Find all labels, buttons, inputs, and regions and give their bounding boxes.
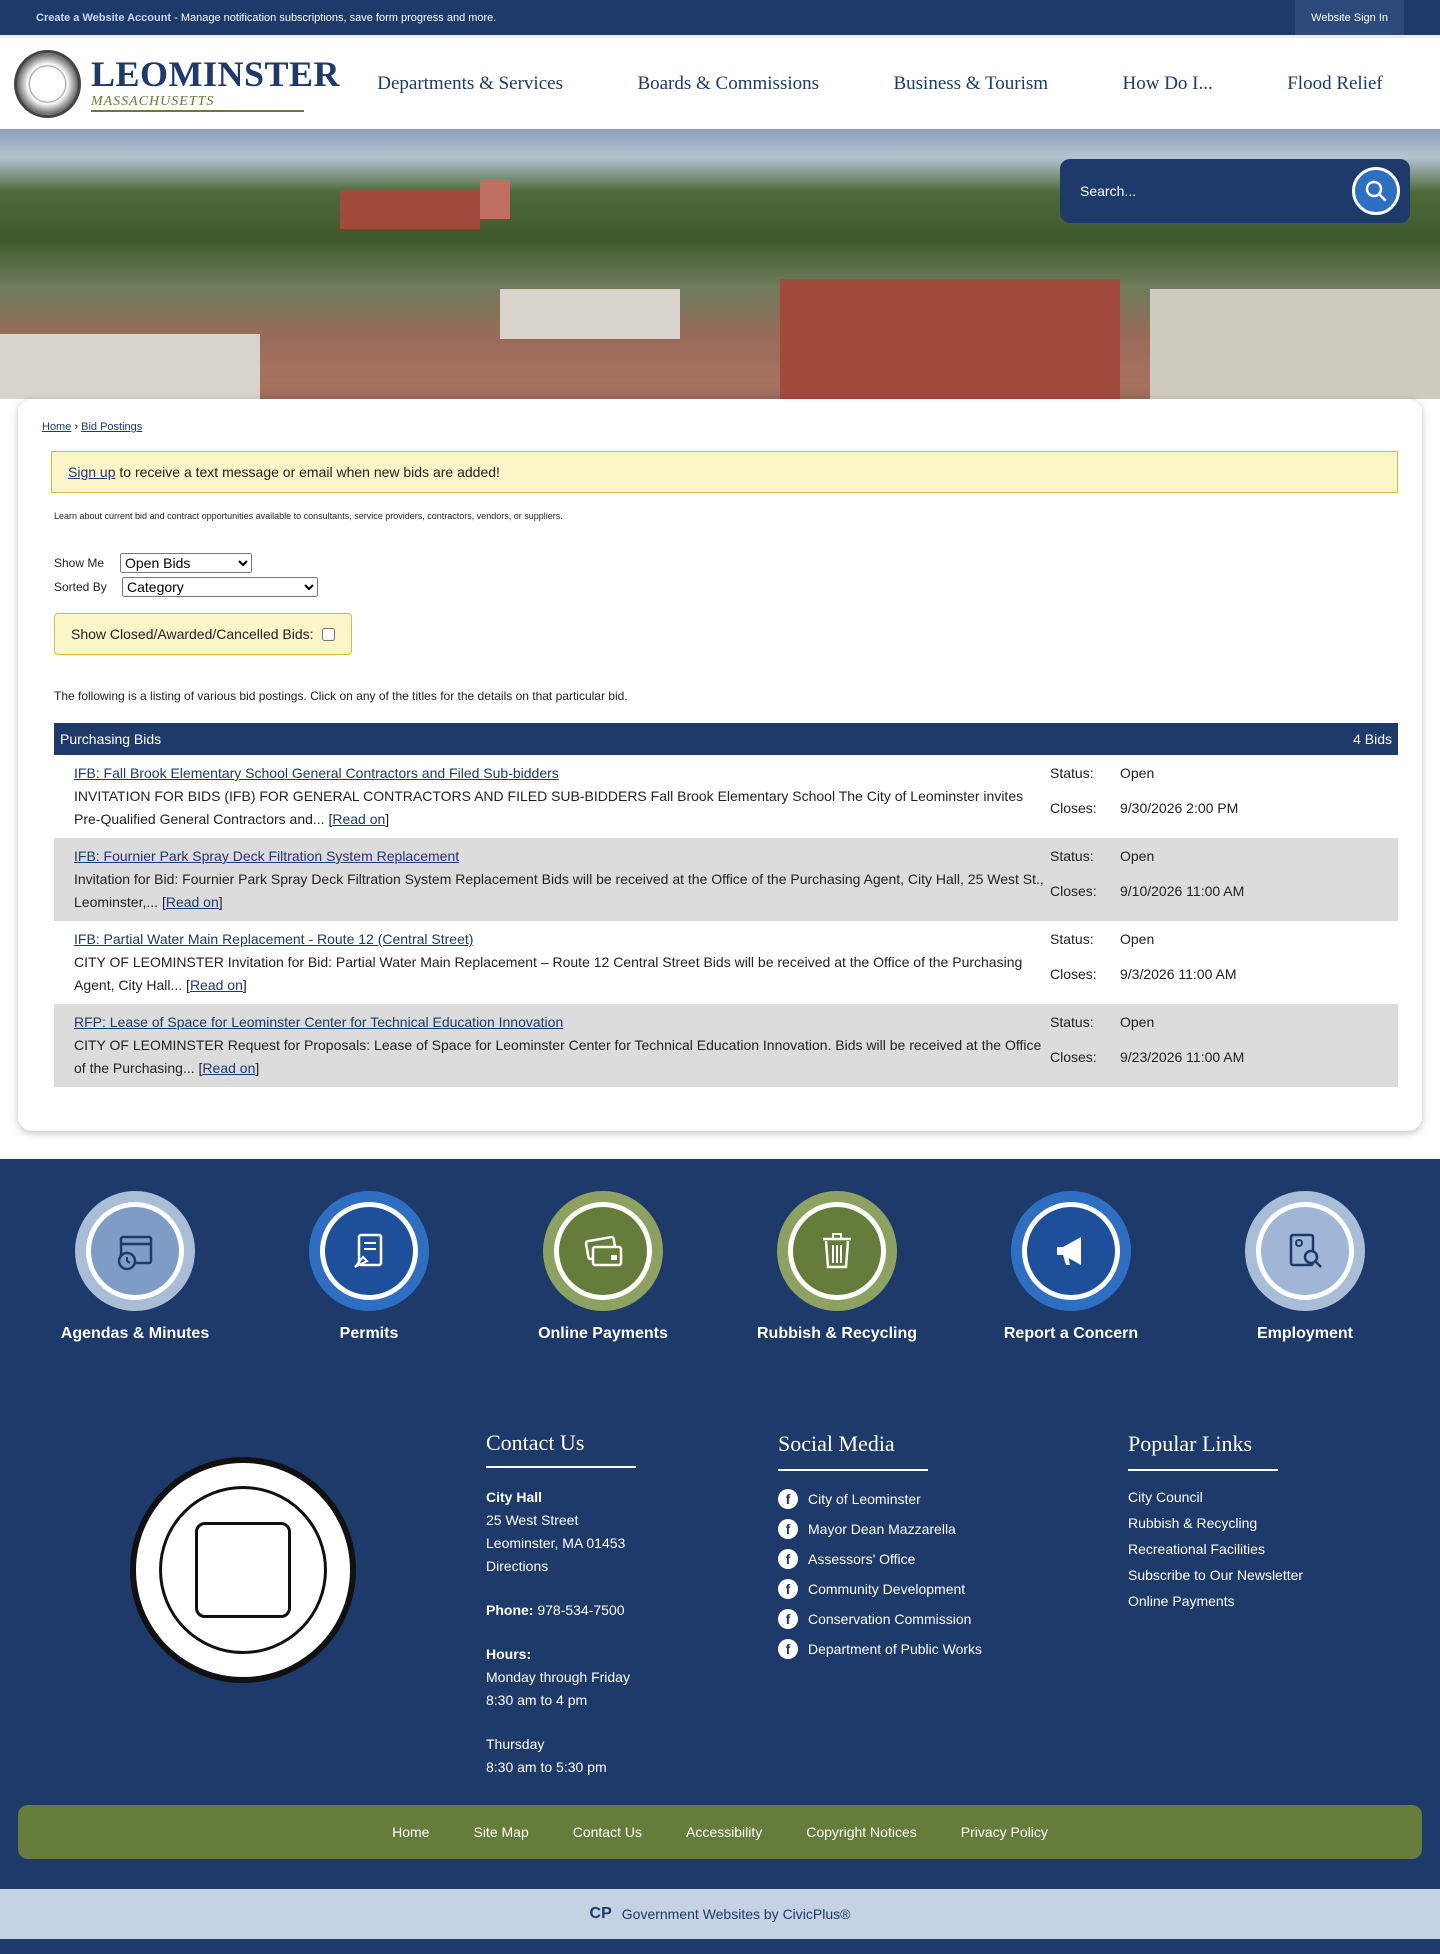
bid-title-link[interactable]: IFB: Fall Brook Elementary School General Contractors and Filed Sub-bidders xyxy=(74,765,559,781)
footer-navigation xyxy=(0,1805,1440,1889)
popular-link[interactable]: Recreational Facilities xyxy=(1128,1541,1265,1557)
listing-note: The following is a listing of various bid postings. Click on any of the titles for the details on that particular bid. xyxy=(54,689,628,703)
bid-closes-value: 9/30/2026 2:00 PM xyxy=(1120,799,1239,816)
bid-row xyxy=(54,755,1398,838)
bid-description: INVITATION FOR BIDS (IFB) FOR GENERAL CONTRACTORS AND FILED SUB-BIDDERS Fall Brook Elementary School The City of Leominster invites Pre-Qualified General Contractors and... [Read on] xyxy=(74,788,1024,827)
bid-row xyxy=(54,1004,1398,1087)
bid-description: CITY OF LEOMINSTER Invitation for Bid: Partial Water Main Replacement – Route 12 Central Street Bids will be received at the Office of the Purchasing Agent, City Hall... [Read on] xyxy=(74,954,1023,993)
bid-closes-label: Closes: xyxy=(1050,1048,1097,1065)
social-link[interactable] xyxy=(778,1609,1128,1629)
read-on-link[interactable]: Read on xyxy=(165,894,219,910)
popular-link[interactable]: City Council xyxy=(1128,1489,1203,1505)
calendar-clock-icon xyxy=(111,1227,159,1275)
bid-description: CITY OF LEOMINSTER Request for Proposals: Lease of Space for Leominster Center for Technical Education Innovation. Bids will be received at the Office of the Purchasing... [Read on] xyxy=(74,1037,1042,1076)
logo-state-name: MASSACHUSETTS xyxy=(91,94,304,112)
bid-category-header xyxy=(54,723,1398,755)
show-closed-label: Show Closed/Awarded/Cancelled Bids: xyxy=(71,626,314,642)
bid-closes-label: Closes: xyxy=(1050,882,1097,899)
social-link-label: Community Development xyxy=(808,1581,966,1597)
show-closed-checkbox[interactable] xyxy=(322,628,335,641)
footer-nav-home[interactable]: Home xyxy=(392,1824,430,1840)
hero-building xyxy=(500,289,680,339)
phone-label: Phone: xyxy=(486,1602,534,1618)
read-on-link[interactable]: Read on xyxy=(189,977,243,993)
bid-status-value: Open xyxy=(1120,765,1155,781)
nav-business-tourism[interactable]: Business & Tourism xyxy=(893,72,1049,94)
top-utility-bar xyxy=(0,0,1440,35)
logo-city-name: LEOMINSTER xyxy=(90,53,340,94)
quick-link-label: Rubbish & Recycling xyxy=(756,1325,918,1342)
social-link[interactable] xyxy=(778,1579,1128,1599)
footer-nav-contact-us[interactable]: Contact Us xyxy=(572,1824,642,1840)
content-card xyxy=(18,399,1422,1131)
show-me-label: Show Me xyxy=(54,556,105,570)
popular-link[interactable]: Subscribe to Our Newsletter xyxy=(1128,1567,1304,1583)
footer-nav-copyright[interactable]: Copyright Notices xyxy=(806,1824,917,1840)
breadcrumb-home[interactable]: Home xyxy=(42,421,72,433)
read-on-link[interactable]: Read on xyxy=(202,1060,256,1076)
site-header xyxy=(0,35,1440,129)
facebook-icon: f xyxy=(778,1639,798,1659)
trash-can-icon xyxy=(813,1227,861,1275)
footer-nav-site-map[interactable]: Site Map xyxy=(473,1824,529,1840)
quick-link-agendas-minutes[interactable] xyxy=(35,1191,235,1401)
website-sign-in-button[interactable]: Website Sign In xyxy=(1295,0,1404,35)
bid-title-link[interactable]: RFP: Lease of Space for Leominster Center for Technical Education Innovation xyxy=(74,1014,564,1030)
search-button[interactable] xyxy=(1352,167,1400,215)
footer-seal xyxy=(0,1431,486,1765)
bid-description-text: INVITATION FOR BIDS (IFB) FOR GENERAL CONTRACTORS AND FILED SUB-BIDDERS Fall Brook Elementary School The City of Leominster invites Pre-Qualified General Contractors and... xyxy=(74,788,1024,827)
bid-closes-value: 9/23/2026 11:00 AM xyxy=(1120,1048,1245,1065)
bid-title-link[interactable]: IFB: Partial Water Main Replacement - Route 12 (Central Street) xyxy=(74,931,474,947)
quick-link-label: Permits xyxy=(339,1325,399,1342)
hero-building xyxy=(340,189,480,229)
facebook-icon: f xyxy=(778,1549,798,1569)
footer-contact xyxy=(486,1430,778,1775)
nav-departments-services[interactable]: Departments & Services xyxy=(377,72,563,94)
megaphone-icon xyxy=(1047,1227,1095,1275)
credit-card-icon xyxy=(579,1227,627,1275)
content-wrapper xyxy=(0,399,1440,1159)
read-on-link[interactable]: Read on xyxy=(332,811,386,827)
quick-link-label: Employment xyxy=(1256,1325,1353,1342)
popular-link[interactable]: Rubbish & Recycling xyxy=(1128,1515,1258,1531)
social-link[interactable] xyxy=(778,1519,1128,1539)
account-message-text: - Manage notification subscriptions, save form progress and more. xyxy=(171,11,497,24)
social-link-label: Assessors' Office xyxy=(808,1551,916,1567)
social-link[interactable] xyxy=(778,1549,1128,1569)
social-heading: Social Media xyxy=(778,1431,928,1471)
hours-weekday: Monday through Friday xyxy=(486,1669,630,1685)
bid-category-title: Purchasing Bids xyxy=(60,731,162,747)
main-navigation xyxy=(340,73,1440,95)
show-me-select[interactable] xyxy=(120,553,252,573)
resume-search-icon xyxy=(1281,1227,1329,1275)
quick-link-label: Agendas & Minutes xyxy=(60,1325,210,1342)
city-seal-large-icon xyxy=(130,1457,356,1683)
search-box xyxy=(1060,159,1410,223)
facebook-icon: f xyxy=(778,1489,798,1509)
city-seal-icon xyxy=(14,50,81,118)
contact-name: City Hall xyxy=(486,1489,543,1505)
footer-social xyxy=(778,1431,1128,1765)
hours-thursday-time: 8:30 am to 5:30 pm xyxy=(486,1759,607,1775)
signup-alert xyxy=(51,451,1398,493)
social-link[interactable] xyxy=(778,1639,1128,1659)
search-input[interactable] xyxy=(1080,183,1352,199)
site-logo[interactable] xyxy=(0,50,340,118)
powered-by-link[interactable]: Government Websites by CivicPlus® xyxy=(621,1906,851,1922)
facebook-icon: f xyxy=(778,1579,798,1599)
page-intro: Learn about current bid and contract opportunities available to consultants, service providers, contractors, vendors, or suppliers. xyxy=(54,511,563,521)
signup-alert-text: to receive a text message or email when new bids are added! xyxy=(115,464,500,480)
social-link-label: Conservation Commission xyxy=(808,1611,972,1627)
breadcrumb-current[interactable]: Bid Postings xyxy=(81,421,143,433)
account-message xyxy=(36,12,496,24)
sorted-by-label: Sorted By xyxy=(54,580,107,594)
bid-status-label: Status: xyxy=(1050,931,1094,947)
bid-status-label: Status: xyxy=(1050,765,1094,781)
popular-link[interactable]: Online Payments xyxy=(1128,1593,1235,1609)
bid-status-value: Open xyxy=(1120,1014,1155,1030)
contact-citystate: Leominster, MA 01453 xyxy=(486,1535,626,1551)
phone-number[interactable]: 978-534-7500 xyxy=(533,1602,625,1618)
bid-description-text: CITY OF LEOMINSTER Invitation for Bid: Partial Water Main Replacement – Route 12 Central Street Bids will be received at the Office of the Purchasing Agent, City Hall... xyxy=(74,954,1023,993)
breadcrumb-separator: › xyxy=(71,421,82,433)
contact-heading: Contact Us xyxy=(486,1431,636,1468)
permit-document-icon xyxy=(345,1227,393,1275)
site-footer xyxy=(0,1401,1440,1805)
bid-row xyxy=(54,838,1398,921)
bid-description-text: Invitation for Bid: Fournier Park Spray Deck Filtration System Replacement Bids will be received at the Office of the Purchasing Agent, City Hall, 25 West St., Leominster,... xyxy=(74,871,1044,910)
civicplus-logo-icon: CP xyxy=(589,1905,612,1922)
bid-status-label: Status: xyxy=(1050,848,1094,864)
bid-closes-label: Closes: xyxy=(1050,965,1097,982)
hours-weekday-time: 8:30 am to 4 pm xyxy=(486,1692,588,1708)
bid-status-value: Open xyxy=(1120,931,1155,947)
bid-status-label: Status: xyxy=(1050,1014,1094,1030)
quick-link-employment[interactable] xyxy=(1205,1191,1405,1401)
nav-boards-commissions[interactable]: Boards & Commissions xyxy=(637,72,820,94)
facebook-icon: f xyxy=(778,1609,798,1629)
social-link-label: Mayor Dean Mazzarella xyxy=(808,1521,956,1537)
bid-closes-value: 9/10/2026 11:00 AM xyxy=(1120,882,1245,899)
quick-link-label: Report a Concern xyxy=(1003,1325,1139,1342)
search-icon xyxy=(1364,179,1388,203)
nav-flood-relief[interactable]: Flood Relief xyxy=(1287,72,1383,94)
bid-filters xyxy=(54,553,1398,597)
sorted-by-select[interactable] xyxy=(122,577,318,597)
powered-by-bar xyxy=(0,1889,1440,1939)
footer-nav-privacy[interactable]: Privacy Policy xyxy=(960,1824,1048,1840)
bid-status-value: Open xyxy=(1120,848,1155,864)
bid-count: 4 Bids xyxy=(1353,731,1392,747)
contact-street: 25 West Street xyxy=(486,1512,579,1528)
bid-description: Invitation for Bid: Fournier Park Spray Deck Filtration System Replacement Bids will be received at the Office of the Purchasing Agent, City Hall, 25 West St., Leominster,... [Read on] xyxy=(74,871,1044,910)
footer-nav-accessibility[interactable]: Accessibility xyxy=(685,1824,763,1840)
bid-closes-value: 9/3/2026 11:00 AM xyxy=(1120,965,1237,982)
bid-list xyxy=(54,723,1398,1087)
facebook-icon: f xyxy=(778,1519,798,1539)
quick-link-rubbish-recycling[interactable] xyxy=(737,1191,937,1401)
hero-tower xyxy=(480,179,510,219)
social-link-label: City of Leominster xyxy=(808,1491,921,1507)
quick-link-label: Online Payments xyxy=(538,1325,668,1342)
hours-label: Hours: xyxy=(486,1646,532,1662)
bid-title-link[interactable]: IFB: Fournier Park Spray Deck Filtration System Replacement xyxy=(74,848,460,864)
quick-links xyxy=(0,1159,1440,1401)
signup-link[interactable]: Sign up xyxy=(68,464,116,480)
hours-thursday: Thursday xyxy=(486,1736,545,1752)
directions-link[interactable]: Directions xyxy=(486,1558,549,1574)
social-link-label: Department of Public Works xyxy=(808,1641,983,1657)
social-link[interactable] xyxy=(778,1489,1128,1509)
show-closed-toggle-box xyxy=(54,613,352,655)
bid-description-text: CITY OF LEOMINSTER Request for Proposals: Lease of Space for Leominster Center for Technical Education Innovation. Bids will be received at the Office of the Purchasing... xyxy=(74,1037,1042,1076)
bid-row xyxy=(54,921,1398,1004)
hero-building xyxy=(780,279,1120,419)
breadcrumb xyxy=(42,421,1398,433)
popular-heading: Popular Links xyxy=(1128,1431,1278,1471)
nav-how-do-i[interactable]: How Do I... xyxy=(1122,72,1213,94)
create-account-link[interactable]: Create a Website Account xyxy=(36,11,172,24)
quick-link-permits[interactable] xyxy=(269,1191,469,1401)
footer-popular-links xyxy=(1128,1431,1303,1765)
bid-closes-label: Closes: xyxy=(1050,799,1097,816)
quick-link-report-concern[interactable] xyxy=(971,1191,1171,1401)
quick-link-online-payments[interactable] xyxy=(503,1191,703,1401)
